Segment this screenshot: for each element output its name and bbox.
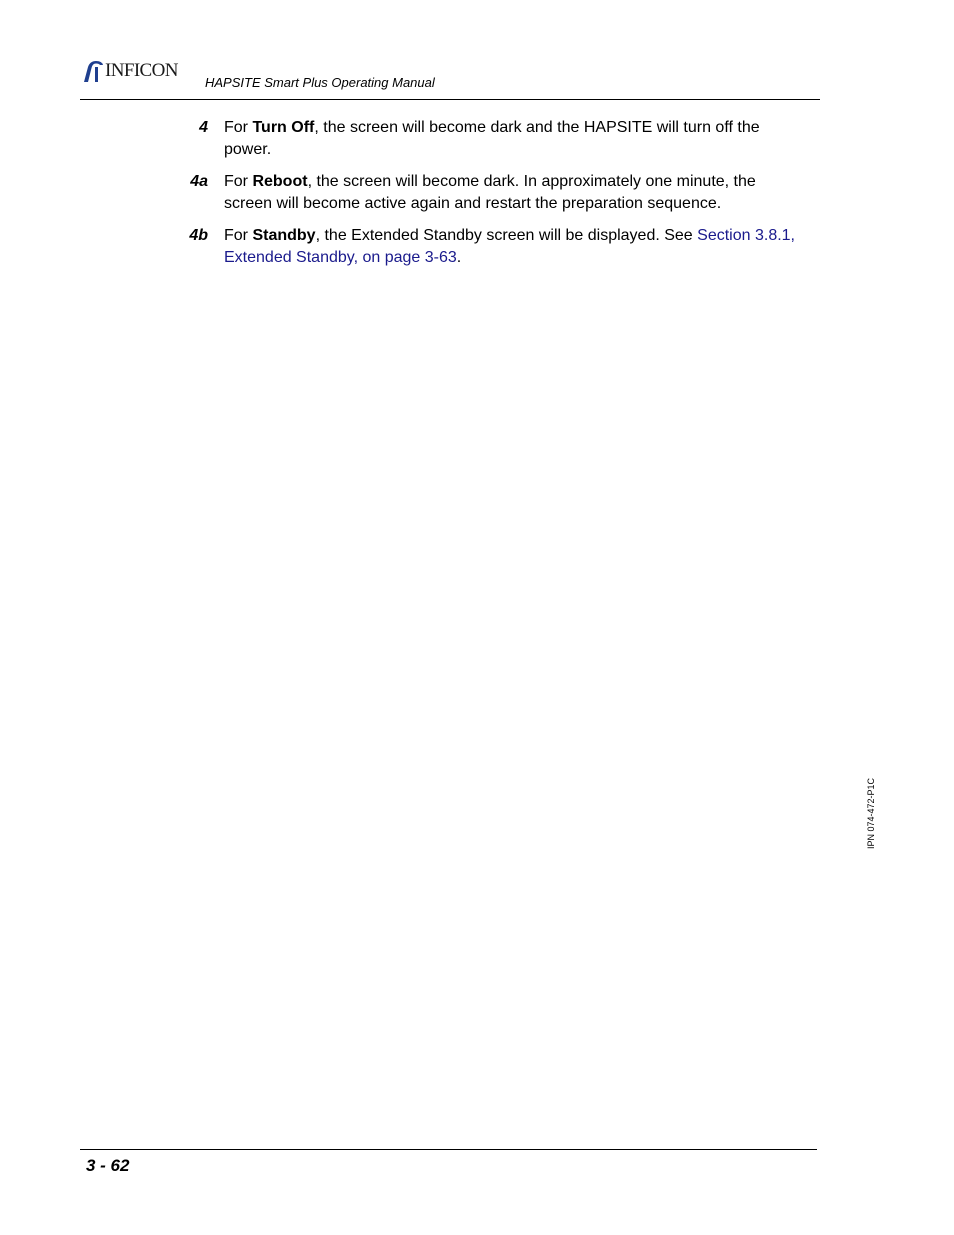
step-prefix: For xyxy=(224,119,253,136)
step-text xyxy=(224,171,802,215)
footer-rule xyxy=(80,1149,817,1150)
step-description: , the screen will become dark. In approximately one minute, the screen will become active again and restart the preparation sequence. xyxy=(224,173,756,212)
step-prefix: For xyxy=(224,227,253,244)
step-number: 4 xyxy=(199,119,208,136)
inficon-logo xyxy=(82,59,178,83)
step-4a xyxy=(182,171,802,215)
manual-title: HAPSITE Smart Plus Operating Manual xyxy=(205,75,435,90)
step-option-name: Reboot xyxy=(252,173,308,190)
step-option-name: Standby xyxy=(252,227,316,244)
logo-wordmark: INFICON xyxy=(105,60,178,81)
step-text xyxy=(224,225,802,269)
step-number: 4b xyxy=(189,227,208,244)
page-number: 3 - 62 xyxy=(86,1156,130,1175)
step-number: 4a xyxy=(190,173,208,190)
section-cross-reference-link[interactable]: Section 3.8.1, Extended Standby, on page 3-63 xyxy=(224,227,795,266)
step-suffix: . xyxy=(456,249,462,266)
step-prefix: For xyxy=(224,173,253,190)
step-description: , the screen will become dark and the HAPSITE will turn off the power. xyxy=(224,119,760,158)
ipn-side-label: IPN 074-472-P1C xyxy=(866,777,876,849)
step-description: , the Extended Standby screen will be displayed. See xyxy=(315,227,698,244)
step-option-name: Turn Off xyxy=(252,119,315,136)
header-rule xyxy=(80,99,820,100)
step-text xyxy=(224,117,802,161)
step-4b xyxy=(182,225,802,269)
inficon-logo-icon xyxy=(82,59,104,83)
step-4 xyxy=(182,117,802,161)
